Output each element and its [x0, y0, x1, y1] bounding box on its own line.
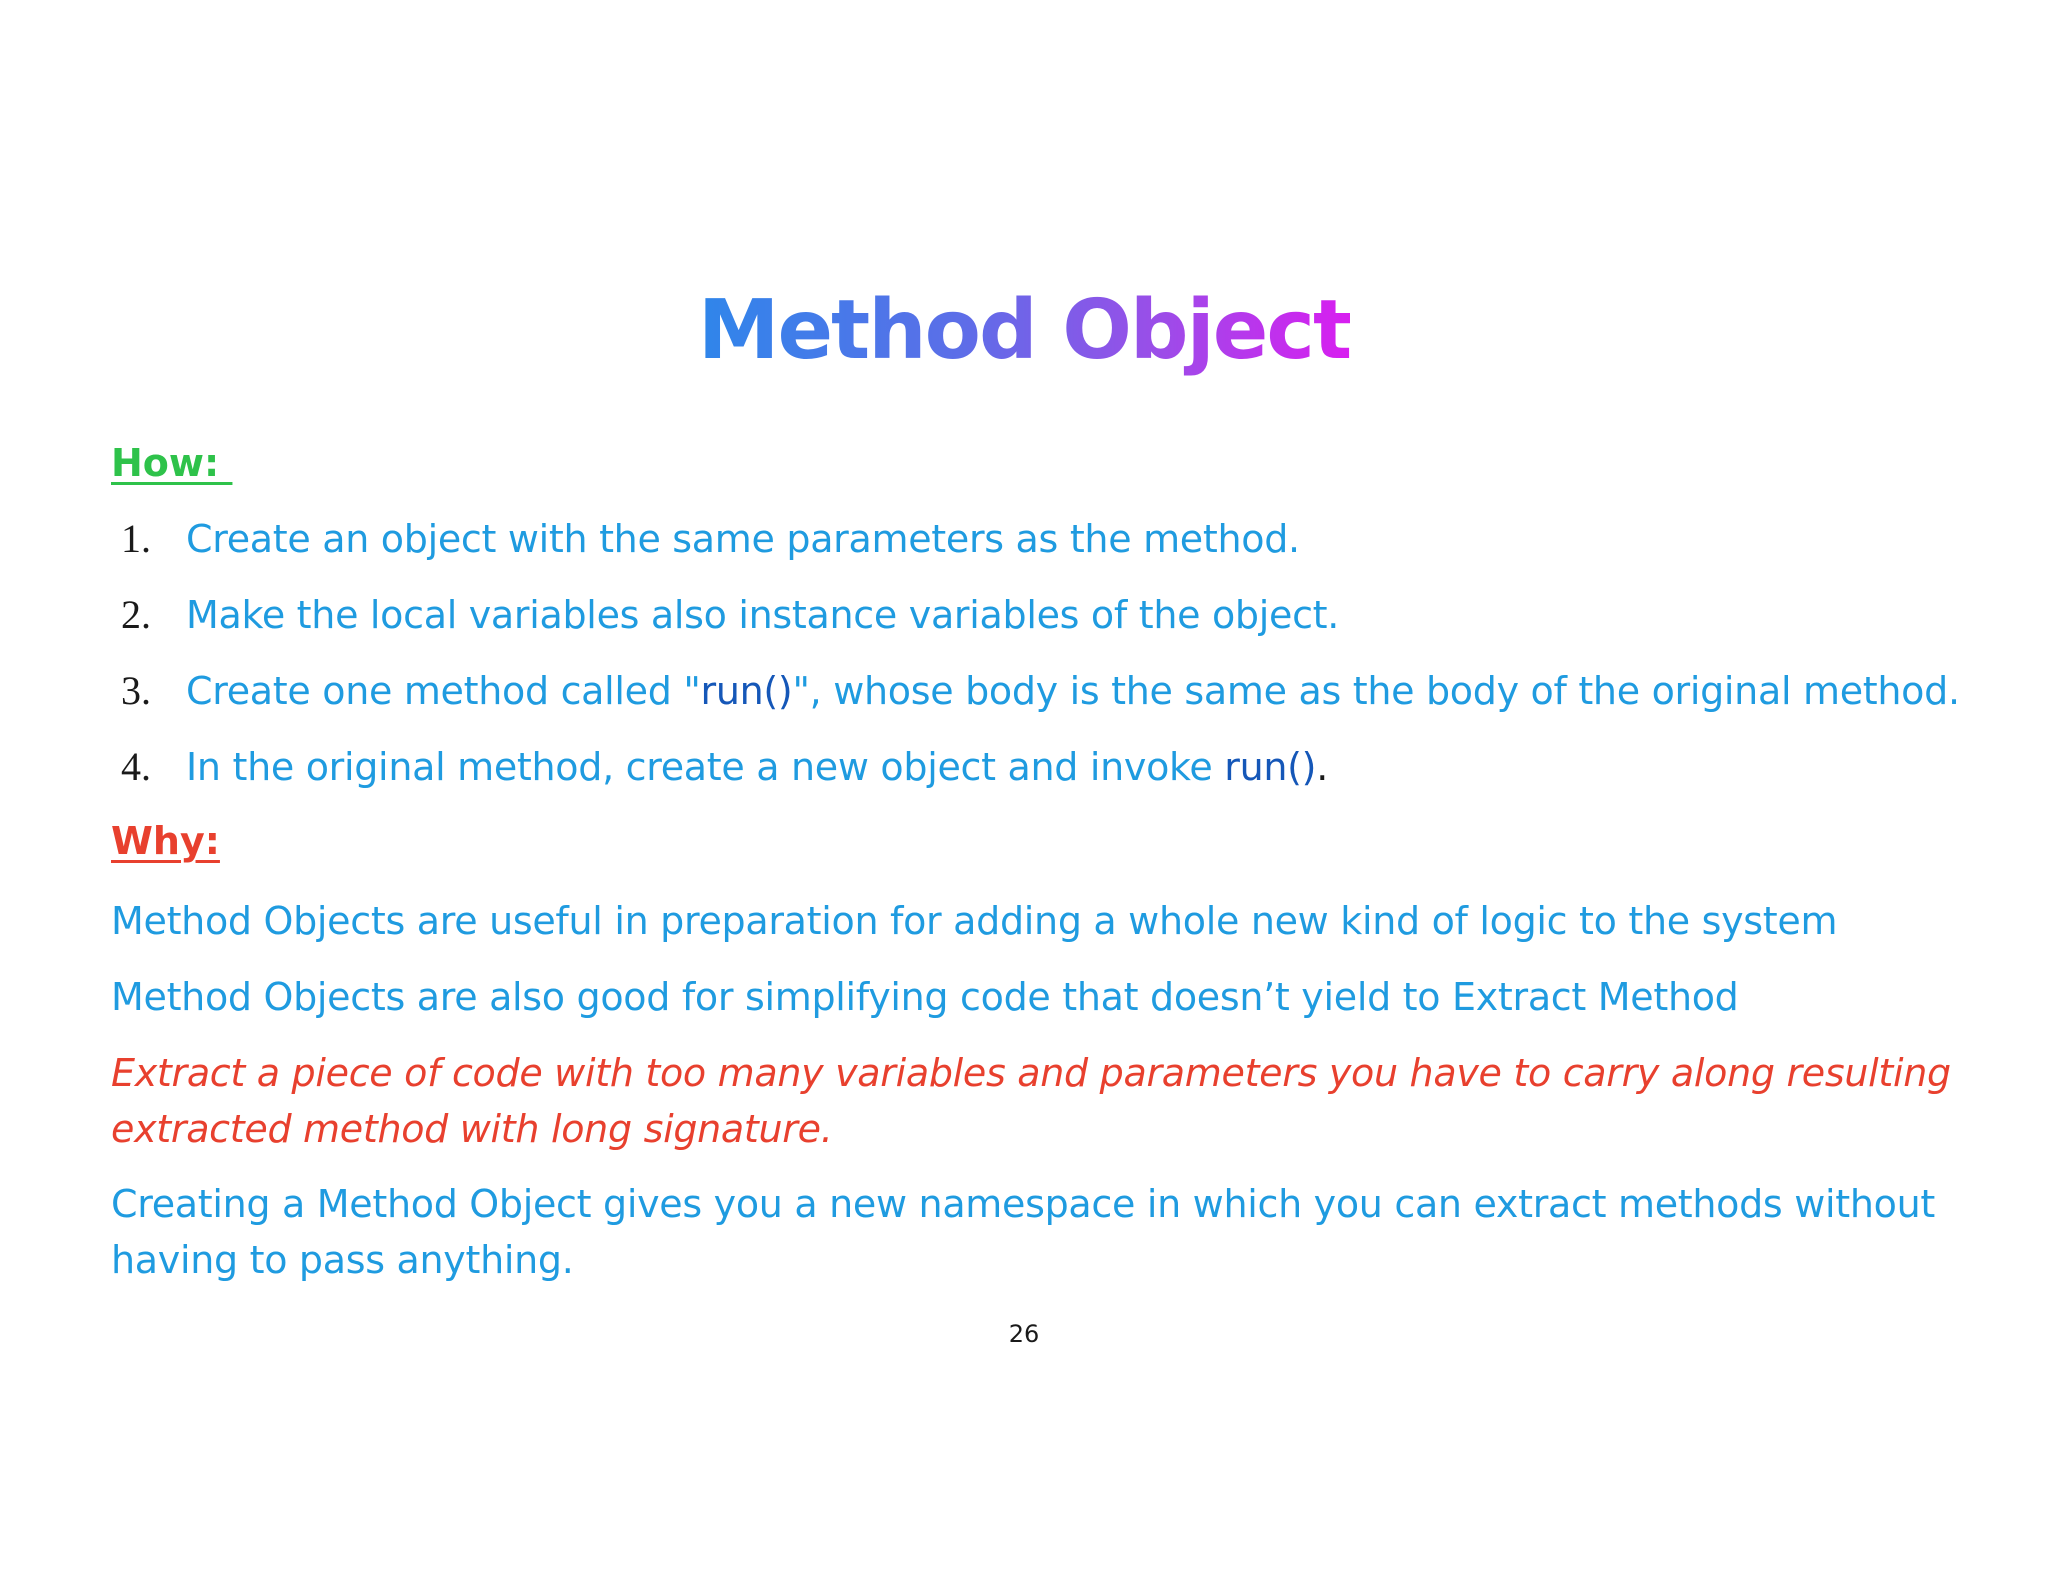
how-heading: How:	[111, 441, 233, 485]
why-heading: Why:	[111, 819, 220, 863]
list-item-text	[186, 668, 1960, 714]
list-item-text: Make the local variables also instance variables of the object.	[186, 593, 1340, 637]
code-snippet: run()	[700, 669, 793, 713]
list-item-number: 2.	[121, 592, 151, 637]
list-item	[111, 744, 2011, 820]
code-snippet: run()	[1224, 745, 1317, 789]
list-item-text-before: In the original method, create a new object and invoke	[186, 745, 1225, 789]
list-item-text: Create an object with the same parameters as the method.	[186, 517, 1300, 561]
slide-title-text: Method Object	[697, 283, 1351, 378]
list-item	[111, 668, 2011, 744]
why-paragraph: Method Objects are also good for simplifying code that doesn’t yield to Extract Method	[111, 975, 1739, 1019]
list-item-text	[186, 744, 1328, 790]
list-item-text-after: .	[1316, 745, 1328, 789]
list-item	[111, 516, 2011, 592]
steps-list	[111, 516, 2011, 820]
list-item-number: 3.	[121, 668, 151, 713]
list-item-text-before: Create one method called "	[186, 669, 701, 713]
list-item-number: 1.	[121, 516, 151, 561]
why-paragraph: Method Objects are useful in preparation for adding a whole new kind of logic to the system	[111, 899, 1838, 943]
list-item	[111, 592, 2011, 668]
why-paragraph: Creating a Method Object gives you a new namespace in which you can extract methods without having to pass anything.	[111, 1182, 1935, 1282]
page-number: 26	[1008, 1320, 1040, 1348]
why-note-italic: Extract a piece of code with too many variables and parameters you have to carry along resulting extracted method with long signature.	[111, 1051, 1951, 1151]
list-item-number: 4.	[121, 744, 151, 789]
slide-title	[0, 283, 2048, 378]
list-item-text-mid: ", whose body is the same as the body of the original method.	[792, 669, 1960, 713]
